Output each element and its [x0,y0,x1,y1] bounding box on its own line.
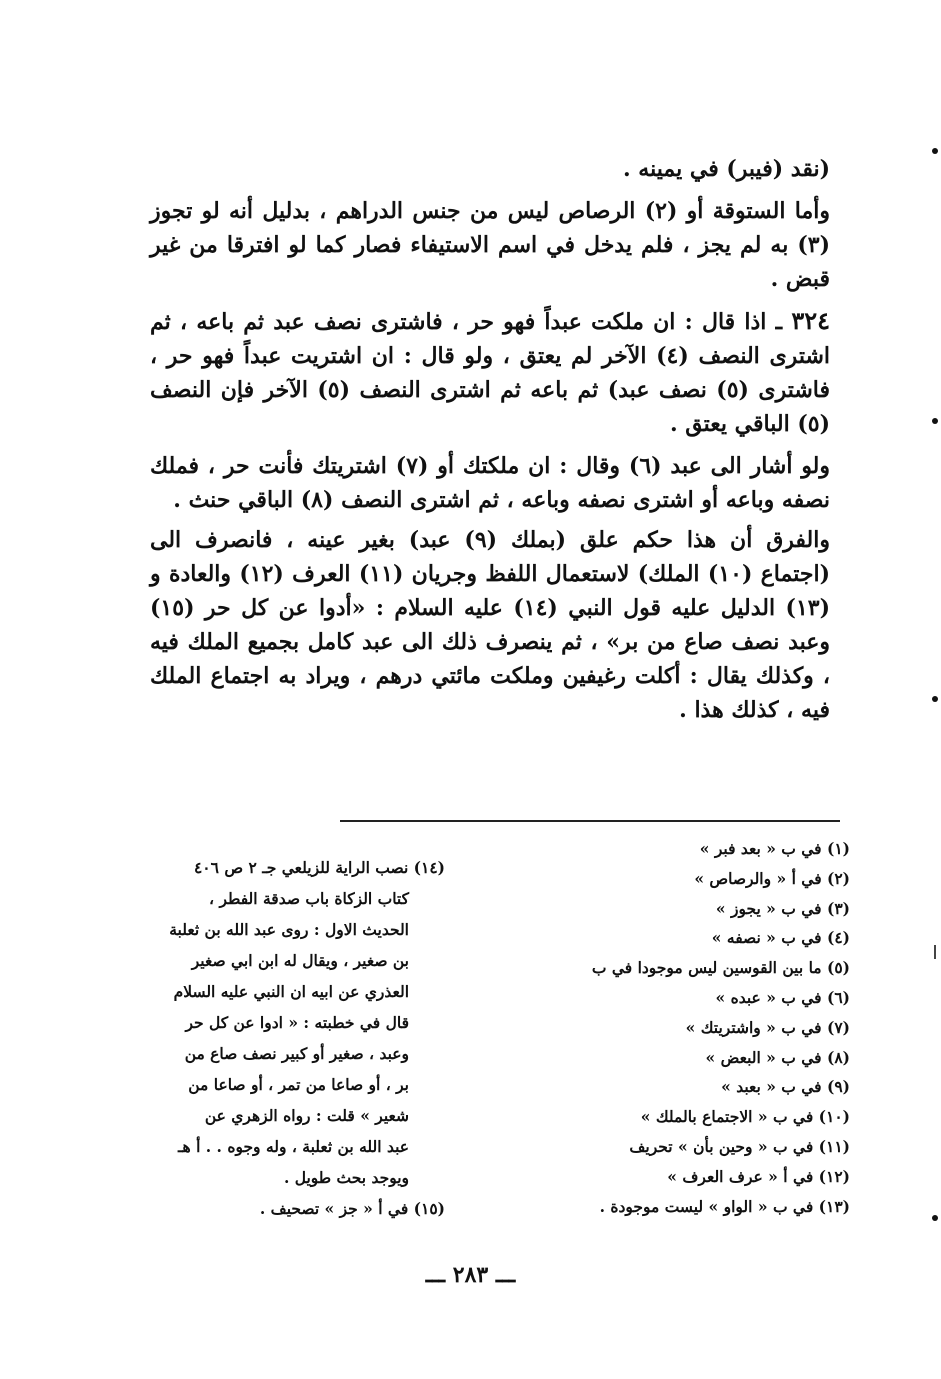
footnote-14-line: بر ، أو صاعا من تمر ، أو صاعا من [188,1075,409,1094]
footnote-5: (٥) ما بين القوسين ليس موجودا في ب [591,958,850,978]
scan-mark [932,696,938,702]
footnote-14-line: العذري عن ابيه ان النبي عليه السلام [173,982,409,1001]
footnote-2: (٢) في أ « والرصاص » [694,868,850,888]
footnote-10: (١٠) في ب « الاجتماع بالملك » [640,1107,850,1127]
footnote-14-line: عبد الله بن ثعلبة ، وله وجوه . . أ هـ [177,1137,409,1156]
footnote-14-line: قال في خطبته : « ادوا عن كل حر [185,1013,409,1032]
footnotes-right-column [560,834,850,1221]
footnote-14-line: ويوجد بحث طويل . [283,1168,409,1187]
footnote-14-head: (١٤) نصب الراية للزيلعي جـ ٢ ص ٤٠٦ [193,858,445,877]
paragraph-3 [150,304,830,441]
page-number: ـــ ٢٨٣ ـــ [425,1262,516,1288]
footnote-15: (١٥) في أ « جز » تصحيف . [259,1199,445,1218]
paragraph-2: وأما الستوقة أو (٢) الرصاص ليس من جنس الدراهم ، بدليل أنه لو تجوز (٣) به لم يجز ، فلم يدخل في اسم الاستيفاء فصار كما لو افترقا من غير قبض . [150,198,830,292]
footnote-separator [340,820,840,822]
footnote-8: (٨) في ب « البعض » [705,1047,850,1067]
footnote-11: (١١) في ب « وحين بأن » تحريف [629,1136,850,1156]
footnote-14-line: كتاب الزكاة باب صدقة الفطر ، [209,889,409,908]
footnote-4: (٤) في ب « نصفه » [711,928,850,948]
scan-mark [934,945,936,959]
scan-mark [932,418,938,424]
footnote-7: (٧) في ب « واشتريتك » [685,1017,850,1037]
footnote-12: (١٢) في أ « عرف العرف » [667,1166,850,1186]
scan-mark [932,1215,938,1221]
scan-mark [932,148,938,154]
paragraph-5: والفرق أن هذا حكم علق (بملك (٩) عبد) بغير عينه ، فانصرف الى (اجتماع (١٠) الملك) لاستعمال اللفظ وجريان (١١) العرف (١٢) والعادة و (١٣) الدليل عليه قول النبي (١٤) عليه السلام : «أدوا عن كل حر (١٥) وعبد نصف صاع من بر» ، ثم ينصرف ذلك الى عبد كامل بجميع الملك فيه ، وكذلك يقال : أكلت رغيفين وملكت مائتي درهم ، ويراد به اجتماع الملك فيه ، كذلك هذا . [150,527,831,723]
footnote-13: (١٣) في ب « الواو » ليست موجودة . [599,1196,850,1216]
footnote-3: (٣) في ب « يجوز » [715,898,850,918]
footnote-14-line: شعير » قلت : رواه الزهري عن [204,1106,409,1125]
paragraph-3-text: ـ اذا قال : ان ملكت عبداً فهو حر ، فاشترى نصف عبد ثم باعه ، ثم اشترى النصف (٤) الآخر لم يعتق ، ولو قال : ان اشتريت عبداً فهو حر ، فاشترى (٥) نصف عبد) ثم باعه ثم اشترى النصف (٥) الآخر فإن النصف (٥) الباقي يعتق . [150,309,831,437]
section-number: ٣٢٤ [791,306,830,335]
main-text [150,152,830,733]
footnotes-left-column [140,852,445,1224]
footnote-9: (٩) في ب « بعبد » [721,1077,850,1097]
paragraph-1: (نقد (فيبر) في يمينه . [622,156,830,182]
footnote-14-line: وعبد ، صغير أو كبير نصف صاع من [184,1044,409,1063]
paragraph-4: ولو أشار الى عبد (٦) وقال : ان ملكتك أو (٧) اشتريتك فأنت حر ، فملك نصفه وباعه أو اشترى نصفه وباعه ، ثم اشترى النصف (٨) الباقي حنث . [150,453,831,513]
footnote-6: (٦) في ب « عبده » [715,987,850,1007]
footnote-1: (١) في ب « بعد فبر » [699,839,850,858]
footnote-14-line: الحديث الاول : روى عبد الله بن ثعلبة [169,920,409,939]
footnote-14-line: بن صغير ، ويقال له ابن ابي صغير [191,951,409,970]
